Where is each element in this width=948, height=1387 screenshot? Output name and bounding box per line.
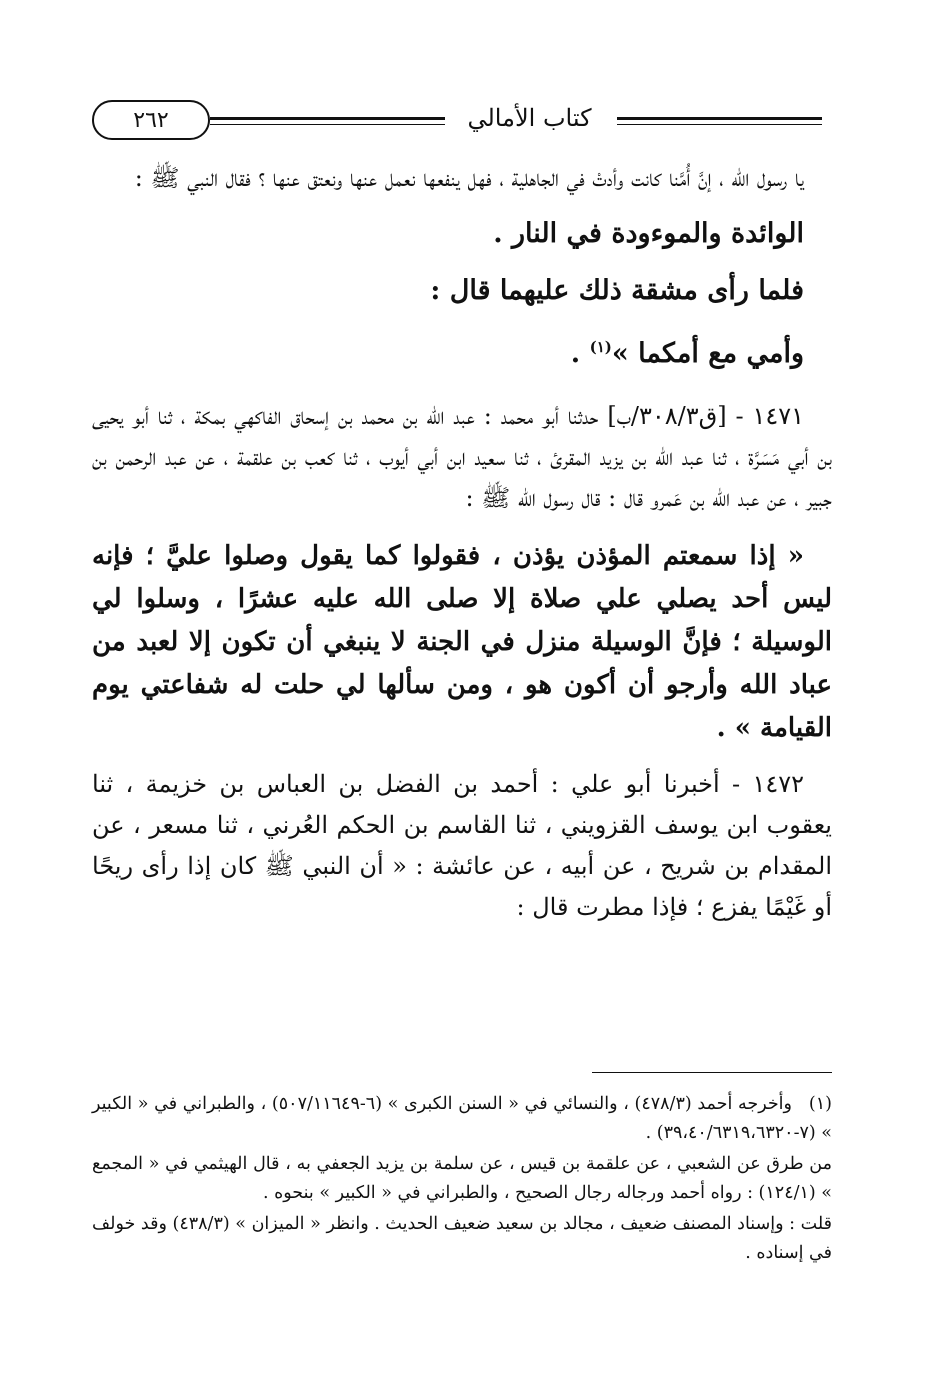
main-text (92, 158, 832, 928)
footnotes (92, 1090, 832, 1270)
hadith-line-3-end: . (570, 338, 590, 369)
hadith-line-3 (92, 319, 832, 382)
footnote-marker: (١) (808, 1094, 832, 1114)
isnad-1472: ١٤٧٢ - أخبرنا أبو علي : أحمد بن الفضل بن العباس بن خزيمة ، ثنا يعقوب ابن يوسف القزويني ، ثنا القاسم بن الحكم العُرني ، ثنا مسعر ، عن المقدام بن شريح ، عن أبيه ، عن عائشة : « أن النبي ﷺ كان إذا رأى ريحًا أو غَيْمًا يفزع ؛ فإذا مطرت قال : (92, 770, 832, 921)
footnote-1 (92, 1090, 832, 1148)
header-rule-middle (210, 117, 445, 120)
paragraph-question: يا رسول الله ، إنَّ أُمَّنا كانت وأدتْ في الجاهلية ، فهل ينفعها نعمل عنها ونعتق عنها ؟ فقال النبي ﷺ : (134, 164, 804, 192)
header-rule-middle-thin (210, 124, 445, 125)
footnote-1-continuation: من طرق عن الشعبي ، عن علقمة بن قيس ، عن سلمة بن يزيد الجعفي به ، قال الهيثمي في « المجمع » (١٢٤/١) : رواه أحمد ورجاله رجال الصحيح ، والطبراني في « الكبير » بنحوه . (92, 1154, 832, 1203)
footnote-ref-1[interactable]: (١) (589, 338, 612, 356)
footnote-separator (592, 1072, 832, 1073)
header-rule-right-thin (617, 124, 822, 125)
footnote-1-comment: قلت : وإسناد المصنف ضعيف ، مجالد بن سعيد ضعيف الحديث . وانظر « الميزان » (٤٣٨/٣) وقد خولف في إسناده . (92, 1214, 832, 1263)
isnad-1471: ١٤٧١ - [ق٣٠٨/٣/ب] حدثنا أبو محمد : عبد الله بن محمد بن إسحاق الفاكهي بمكة ، ثنا أبو يحيى بن أبي مَسَرَّة ، ثنا عبد الله بن يزيد المقرئ ، ثنا سعيد ابن أبي أيوب ، ثنا كعب بن علقمة ، عن عبد الرحمن بن جبير ، عن عبد الله بن عَمرو قال : قال رسول الله ﷺ : (92, 402, 832, 512)
hadith-line-3-text: وأمي مع أمكما » (611, 338, 804, 369)
book-title: كتاب الأمالي (447, 104, 612, 132)
hadith-line-1: الوائدة والموءودة في النار . (493, 218, 804, 249)
page-number: ٢٦٢ (92, 100, 210, 140)
footnote-1-text: وأخرجه أحمد (٤٧٨/٣) ، والنسائي في « السنن الكبرى » (٦-٥٠٧/١١٦٤٩) ، والطبراني في « الكبير » (٧-٣٩،٤٠/٦٣١٩،٦٣٢٠) . (92, 1094, 832, 1143)
hadith-line-2: فلما رأى مشقة ذلك عليهما قال : (430, 275, 804, 306)
running-header (92, 100, 822, 144)
hadith-1471-text: « إذا سمعتم المؤذن يؤذن ، فقولوا كما يقول وصلوا عليَّ ؛ فإنه ليس أحد يصلي علي صلاة إلا صلى الله عليه عشرًا ، وسلوا لي الوسيلة ؛ فإنَّ الوسيلة منزل في الجنة لا ينبغي أن تكون إلا لعبد من عباد الله وأرجو أن أكون هو ، ومن سألها لي حلت له شفاعتي يوم القيامة » . (92, 541, 832, 743)
header-rule-right (617, 117, 822, 120)
